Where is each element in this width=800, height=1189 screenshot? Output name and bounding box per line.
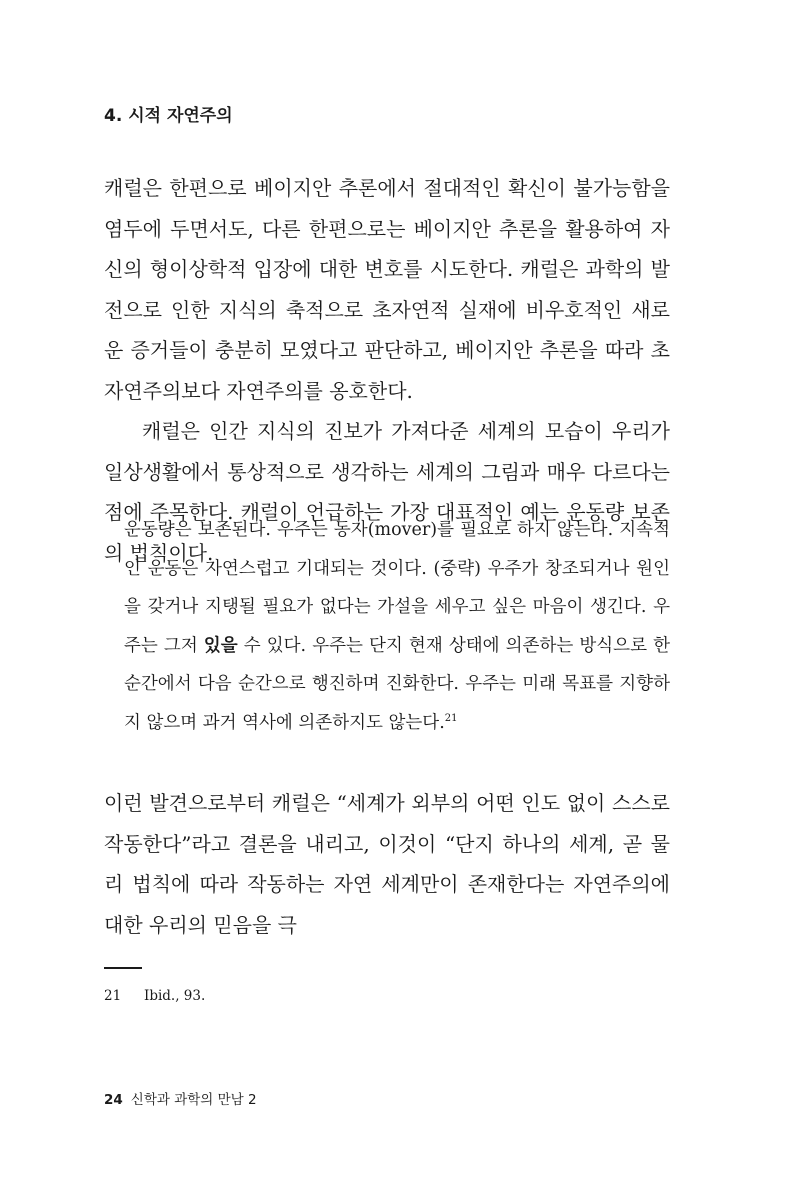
- section-heading: 4. 시적 자연주의: [104, 106, 233, 126]
- quote-emphasis: 있을: [203, 635, 238, 656]
- footnote-text: Ibid., 93.: [144, 988, 206, 1004]
- page-footer: [104, 1088, 257, 1108]
- paragraph-3: 이런 발견으로부터 캐럴은 “세계가 외부의 어떤 인도 없이 스스로 작동한다”라고 결론을 내리고, 이것이 “단지 하나의 세계, 곧 물리 법칙에 따라 작동하는 자연 세계만이 존재한다는 자연주의에 대한 우리의 믿음을 극: [104, 791, 670, 937]
- quote-text-after: 수 있다. 우주는 단지 현재 상태에 의존하는 방식으로 한순간에서 다음 순간으로 행진하며 진화한다. 우주는 미래 목표를 지향하지 않으며 과거 역사에 의존하지도 않는다.: [124, 635, 670, 733]
- footnote-reference[interactable]: 21: [444, 712, 458, 724]
- footnote-divider: [104, 967, 142, 969]
- block-quote: [124, 511, 670, 742]
- quote-text-before: 운동량은 보존된다. 우주는 동자(mover)를 필요로 하지 않는다. 지속적인 운동은 자연스럽고 기대되는 것이다. (중략) 우주가 창조되거나 원인을 갖거나 지탱될 필요가 없다는 가설을 세우고 싶은 마음이 생긴다. 우주는 그저: [124, 520, 670, 656]
- block-quote-text: [124, 511, 670, 742]
- paragraph-2: 캐럴은 인간 지식의 진보가 가져다준 세계의 모습이 우리가 일상생활에서 통상적으로 생각하는 세계의 그림과 매우 다르다는 점에 주목한다. 캐럴이 언급하는 가장 대표적인 예는 운동량 보존의 법칙이다.: [104, 419, 670, 565]
- footnote-number: 21: [104, 988, 122, 1004]
- paragraph-1: 캐럴은 한편으로 베이지안 추론에서 절대적인 확신이 불가능함을 염두에 두면서도, 다른 한편으로는 베이지안 추론을 활용하여 자신의 형이상학적 입장에 대한 변호를 시도한다. 캐럴은 과학의 발전으로 인한 지식의 축적으로 초자연적 실재에 비우호적인 새로운 증거들이 충분히 모였다고 판단하고, 베이지안 추론을 따라 초자연주의보다 자연주의를 옹호한다.: [104, 176, 670, 403]
- footnote: [104, 988, 205, 1004]
- running-title: 신학과 과학의 만남 2: [130, 1092, 257, 1108]
- closing-text: [104, 783, 670, 945]
- page-number: 24: [104, 1092, 123, 1108]
